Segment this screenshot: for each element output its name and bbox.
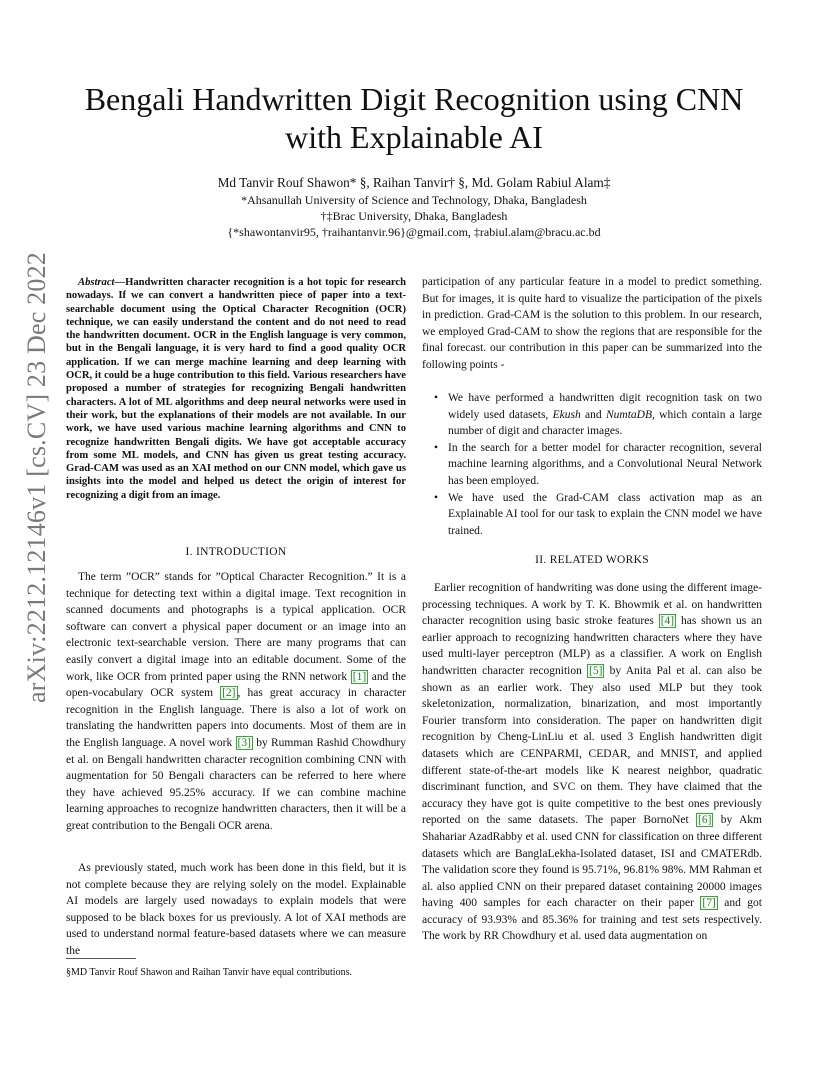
citation-link[interactable]: [7]: [702, 897, 716, 910]
dataset-name: NumtaDB: [605, 408, 652, 421]
abstract-label: Abstract: [78, 277, 115, 288]
title-line-1: Bengali Handwritten Digit Recognition using CNN: [84, 81, 744, 117]
dataset-name: Ekush: [552, 408, 581, 421]
right-paragraph-1: participation of any particular feature in a model to predict something. But for images, it is quite hard to visualize the participation of the pixels in prediction. Grad-CAM is the solution to this problem. In our research, we employed Grad-CAM to show the regions that are responsible for the final forecast. our contribution in this paper can be summarized into the following points -: [422, 276, 762, 371]
citation-link[interactable]: [3]: [237, 736, 251, 749]
author-list: Md Tanvir Rouf Shawon* §, Raihan Tanvir† §, Md. Golam Rabiul Alam‡: [217, 175, 611, 190]
affiliation-3: {*shawontanvir95, †raihantanvir.96}@gmail.com, ‡rabiul.alam@bracu.ac.bd: [227, 225, 601, 239]
paper-title: [60, 80, 768, 156]
abstract: [66, 276, 406, 502]
list-item: • We have used the Grad-CAM class activation map as an Explainable AI tool for our task to explain the CNN model we have trained.: [422, 490, 762, 540]
intro-paragraph-1: The term ”OCR” stands for ”Optical Character Recognition.” It is a technique for detecting text within a digital image. Text recognition in scanned documents and photographs is a typical application. OCR software can convert a physical paper document or an image into an electronic text-searchable version. There are many programs that can easily convert a digital image into an editable document. Some of the work, like OCR from printed paper using the RNN network [1] and the open-vocabulary OCR system [2] , has great accuracy in character recognition in the English language. There is also a lot of work on translating the handwritten papers into documents. Most of them are in the English language. A novel work [3] by Rumman Rashid Chowdhury et al. on Bengali handwritten character recognition combining CNN with augmentation for 50 Bengali characters can be referred to here where they have achieved 95.25% accuracy. If we can combine machine learning approaches to recognize handwritten characters, then it will be a great contribution to the Bengali OCR arena.: [66, 571, 406, 832]
related-works-paragraph: Earlier recognition of handwriting was done using the different image-processing techniques. A work by T. K. Bhowmik et al. on handwritten character recognition using basic stroke features [4] has shown us an earlier approach to recognizing handwritten characters where they have used multi-layer perceptron (MLP) as a classifier. A work on English handwritten character recognition [5] by Anita Pal et al. can also be shown as an earlier work. They also used MLP but they took skeletonization, normalization, binarization, and most importantly Fourier transform into consideration. The paper on handwritten digit recognition by Cheng-LinLiu et al. used 3 English handwritten digit datasets which are CENPARMI, CEDAR, and MNIST, and applied different state-of-the-art models like K nearest neighbor, quadratic discriminant function, and SVC on them. They have claimed that the accuracy they have got is quite competitive to the best ones previously reported on the same datasets. The paper BornoNet [6] by Akm Shahariar AzadRabby et al. used CNN for classification on three different datasets which are BanglaLekha-Isolated dataset, ISI and CMATERdb. The validation score they found is 95.71%, 96.81% 98%. MM Rahman et al. also applied CNN on their prepared dataset containing 20000 images having 400 samples for each character on their paper [7] and got accuracy of 93.93% and 85.36% for training and test sets respectively. The work by RR Chowdhury et al. used data augmentation on: [422, 582, 763, 943]
footnote: §MD Tanvir Rouf Shawon and Raihan Tanvir have equal contributions.: [66, 967, 352, 978]
citation-link[interactable]: [2]: [222, 687, 236, 700]
title-line-2: with Explainable AI: [285, 119, 543, 155]
contribution-list: [422, 390, 762, 539]
affiliation-2: †‡Brac University, Dhaka, Bangladesh: [320, 209, 508, 223]
footnote-rule: [66, 958, 136, 959]
arxiv-stamp: arXiv:2212.12146v1 [cs.CV] 23 Dec 2022: [22, 252, 51, 703]
affiliation-1: *Ahsanullah University of Science and Technology, Dhaka, Bangladesh: [241, 193, 587, 207]
section-heading-related-works: II. RELATED WORKS: [535, 554, 649, 566]
list-item: • We have performed a handwritten digit recognition task on two widely used datasets, Ekush and NumtaDB, which contain a large number of digit and character images.: [422, 390, 762, 440]
section-heading-introduction: I. INTRODUCTION: [185, 546, 287, 558]
intro-paragraph-2: As previously stated, much work has been done in this field, but it is not complete because they are relying solely on the model. Explainable AI models are largely used nowadays to explain models that were supposed to be black boxes for us previously. A lot of XAI methods are used to understand normal feature-based datasets where we can measure the: [66, 862, 406, 957]
citation-link[interactable]: [6]: [698, 814, 712, 827]
abstract-text: —Handwritten character recognition is a hot topic for research nowadays. If we can convert a handwritten piece of paper into a text-searchable document using the Optical Character Recognition (OCR) technique, we can easily understand the content and do not need to read the handwritten document. OCR in the English language is very common, but in the Bengali language, it is very hard to find a good quality OCR application. If we can merge machine learning and deep learning with OCR, it could be a huge contribution to this field. Various researchers have proposed a number of strategies for recognizing Bengali handwritten characters. A lot of ML algorithms and deep neural networks were used in their work, but the explanations of their models are not available. In our work, we have used various machine learning algorithms and CNN to recognize handwritten Bengali digits. We have got acceptable accuracy from some ML models, and CNN has given us great testing accuracy. Grad-CAM was used as an XAI method on our CNN model, which gave us insights into the model and helped us detect the origin of interest for recognizing a digit from an image.: [66, 277, 406, 501]
citation-link[interactable]: [4]: [660, 615, 675, 628]
list-item: • In the search for a better model for character recognition, several machine learning algorithms, and a Convolutional Neural Network has been employed.: [422, 440, 762, 490]
citation-link[interactable]: [1]: [352, 670, 367, 683]
citation-link[interactable]: [5]: [589, 664, 603, 677]
